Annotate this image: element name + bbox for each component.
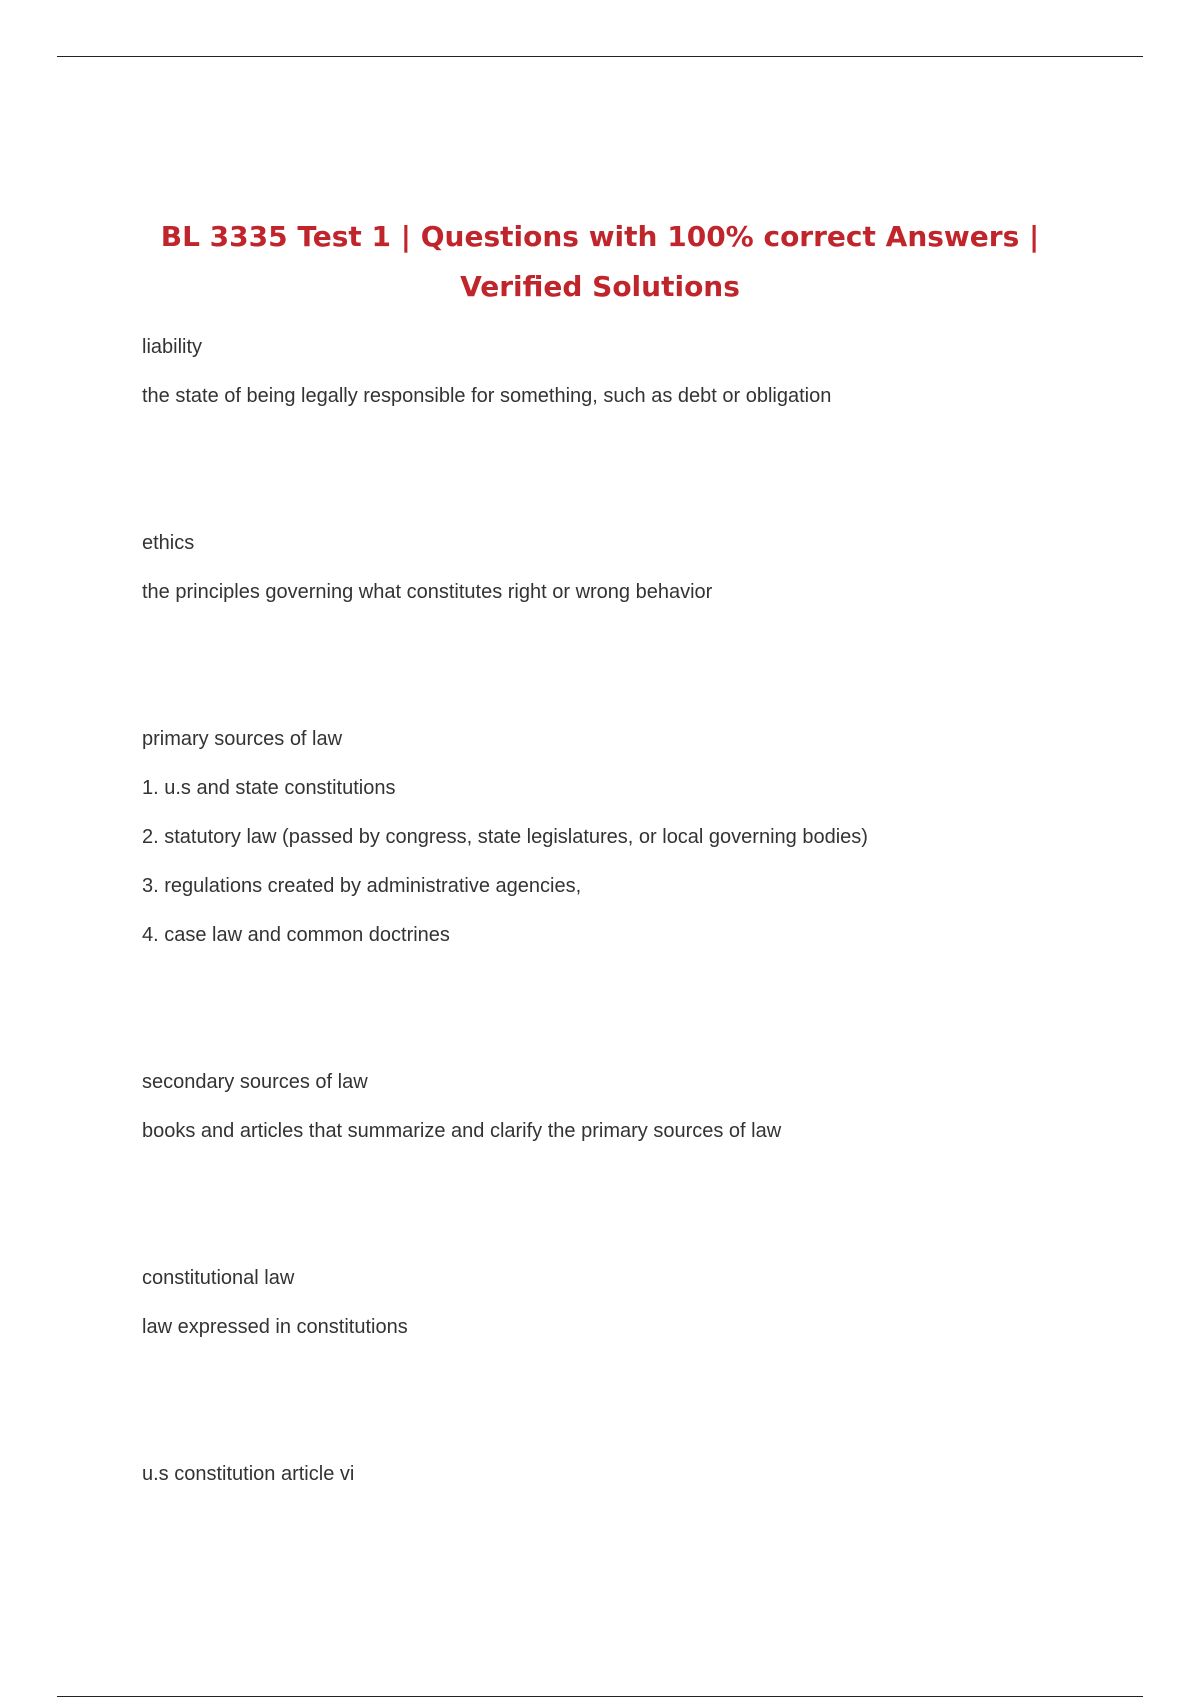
page-bottom-rule	[57, 1696, 1143, 1697]
term-primary-sources: primary sources of law	[142, 728, 343, 750]
definition-ethics: the principles governing what constitutes right or wrong behavior	[142, 581, 713, 603]
term-ethics: ethics	[142, 532, 195, 554]
definition-constitutional-law: law expressed in constitutions	[142, 1316, 408, 1338]
term-secondary-sources: secondary sources of law	[142, 1071, 368, 1093]
page-top-rule	[57, 56, 1143, 57]
definition-liability: the state of being legally responsible for something, such as debt or obligation	[142, 385, 832, 407]
document-title: BL 3335 Test 1 | Questions with 100% correct Answers | Verified Solutions	[160, 220, 1040, 303]
term-constitutional-law: constitutional law	[142, 1267, 295, 1289]
definition-secondary-sources: books and articles that summarize and clarify the primary sources of law	[142, 1120, 782, 1142]
term-constitution-article-vi: u.s constitution article vi	[142, 1463, 355, 1485]
primary-source-item-1: 1. u.s and state constitutions	[142, 777, 396, 799]
term-liability: liability	[142, 336, 203, 358]
primary-source-item-2: 2. statutory law (passed by congress, state legislatures, or local governing bodies)	[142, 826, 868, 848]
primary-source-item-4: 4. case law and common doctrines	[142, 924, 450, 946]
primary-source-item-3: 3. regulations created by administrative agencies,	[142, 875, 582, 897]
